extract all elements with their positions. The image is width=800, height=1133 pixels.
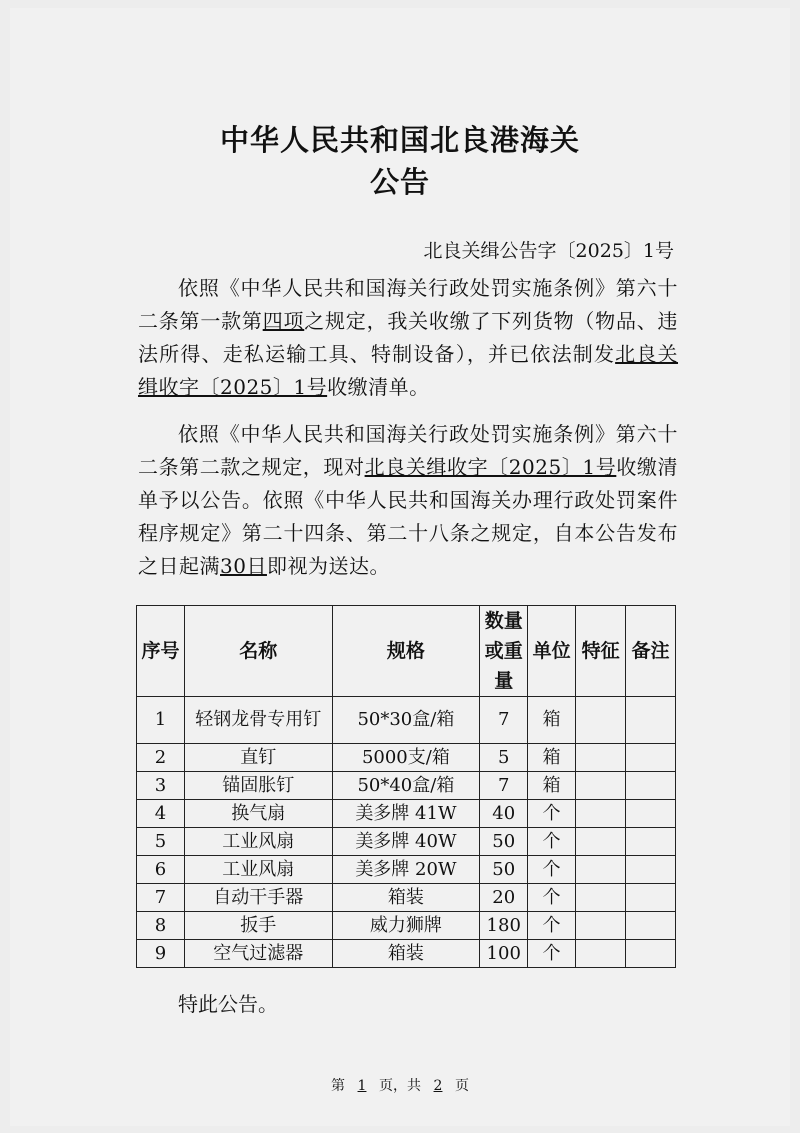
cell-spec: 箱装: [332, 884, 480, 912]
cell-index: 7: [137, 884, 185, 912]
cell-feature: [576, 800, 626, 828]
cell-name: 换气扇: [184, 800, 332, 828]
table-row: [137, 772, 676, 800]
paragraph-2-text-b: 收缴清单予以公告。依照《中华人民共和国海关办理行政处罚案件程序规定》第二十四条、第二十八条之规定，自本公告发布之日起满: [138, 455, 679, 578]
cell-unit: 个: [528, 828, 576, 856]
paragraph-1-text-a: 依照《中华人民共和国海关行政处罚实施条例》第六十二条第一款第: [138, 276, 678, 333]
cell-spec: 50*30盒/箱: [332, 697, 480, 744]
cell-unit: 个: [528, 912, 576, 940]
cell-name: 自动干手器: [184, 884, 332, 912]
cell-feature: [576, 856, 626, 884]
cell-remark: [626, 940, 676, 968]
table-row: [137, 912, 676, 940]
table-header-row: [137, 606, 676, 697]
table-row: [137, 744, 676, 772]
document-subtitle: 公告: [369, 165, 430, 199]
header-feature: 特征: [576, 606, 626, 697]
footer-total-pages: 2: [433, 1078, 443, 1094]
footer-suffix: 页: [455, 1078, 469, 1094]
footer-prefix: 第: [331, 1078, 345, 1094]
cell-index: 5: [137, 828, 185, 856]
cell-remark: [626, 800, 676, 828]
header-unit: 单位: [528, 606, 576, 697]
cell-spec: 美多牌 20W: [332, 856, 480, 884]
table-row: [137, 940, 676, 968]
paragraph-1-item: 四项: [262, 309, 305, 333]
header-quantity-line-1: 数量: [484, 610, 523, 632]
paragraph-2-text-c: 即视为送达。: [266, 554, 390, 578]
paragraph-2-receipt-number: 北良关缉收字〔2025〕1号: [364, 455, 617, 479]
cell-remark: [626, 912, 676, 940]
paragraph-2-days: 30日: [220, 554, 267, 578]
header-remark: 备注: [626, 606, 676, 697]
cell-index: 8: [137, 912, 185, 940]
cell-quantity: 50: [480, 828, 528, 856]
cell-quantity: 180: [480, 912, 528, 940]
header-quantity-line-3: 量: [494, 670, 514, 692]
cell-index: 1: [137, 697, 185, 744]
cell-spec: 箱装: [332, 940, 480, 968]
cell-remark: [626, 884, 676, 912]
table-row: [137, 800, 676, 828]
cell-remark: [626, 697, 676, 744]
page-footer: [0, 1075, 800, 1095]
cell-unit: 个: [528, 884, 576, 912]
cell-unit: 箱: [528, 744, 576, 772]
document-title: 中华人民共和国北良港海关: [219, 123, 580, 157]
cell-index: 4: [137, 800, 185, 828]
confiscated-goods-table: [136, 605, 676, 968]
cell-spec: 美多牌 41W: [332, 800, 480, 828]
closing-text: 特此公告。: [178, 992, 278, 1016]
cell-index: 2: [137, 744, 185, 772]
paragraph-1-receipt-number: 北良关缉收字〔2025〕1号: [138, 342, 679, 399]
cell-unit: 箱: [528, 697, 576, 744]
cell-unit: 箱: [528, 772, 576, 800]
cell-name: 直钉: [184, 744, 332, 772]
cell-quantity: 5: [480, 744, 528, 772]
header-quantity: [480, 606, 528, 697]
cell-name: 工业风扇: [184, 828, 332, 856]
cell-remark: [626, 772, 676, 800]
table-row: [137, 697, 676, 744]
cell-feature: [576, 697, 626, 744]
cell-quantity: 50: [480, 856, 528, 884]
paragraph-1: [138, 272, 678, 404]
cell-quantity: 7: [480, 697, 528, 744]
cell-quantity: 100: [480, 940, 528, 968]
paragraph-2-text-a: 依照《中华人民共和国海关行政处罚实施条例》第六十二条第二款之规定，现对: [138, 422, 678, 479]
table-row: [137, 828, 676, 856]
footer-mid: 页，共: [379, 1078, 421, 1094]
cell-spec: 美多牌 40W: [332, 828, 480, 856]
cell-unit: 个: [528, 856, 576, 884]
cell-name: 锚固胀钉: [184, 772, 332, 800]
cell-name: 空气过滤器: [184, 940, 332, 968]
paragraph-1-text-b: 之规定，我关收缴了下列货物（物品、违法所得、走私运输工具、特制设备），并已依法制发: [138, 309, 679, 366]
cell-index: 6: [137, 856, 185, 884]
cell-index: 3: [137, 772, 185, 800]
cell-index: 9: [137, 940, 185, 968]
cell-remark: [626, 828, 676, 856]
cell-feature: [576, 828, 626, 856]
cell-feature: [576, 744, 626, 772]
header-spec: 规格: [332, 606, 480, 697]
cell-remark: [626, 856, 676, 884]
document-number: 北良关缉公告字〔2025〕1号: [423, 240, 674, 262]
paragraph-1-text-c: 收缴清单。: [327, 375, 430, 399]
cell-feature: [576, 772, 626, 800]
footer-page-number: 1: [357, 1078, 367, 1094]
cell-spec: 5000支/箱: [332, 744, 480, 772]
cell-unit: 个: [528, 940, 576, 968]
cell-feature: [576, 884, 626, 912]
cell-name: 轻钢龙骨专用钉: [184, 697, 332, 744]
cell-name: 扳手: [184, 912, 332, 940]
header-index: 序号: [137, 606, 185, 697]
cell-feature: [576, 912, 626, 940]
cell-spec: 50*40盒/箱: [332, 772, 480, 800]
cell-quantity: 7: [480, 772, 528, 800]
table-row: [137, 856, 676, 884]
cell-spec: 威力狮牌: [332, 912, 480, 940]
table-row: [137, 884, 676, 912]
cell-unit: 个: [528, 800, 576, 828]
paragraph-2: [138, 418, 678, 583]
cell-feature: [576, 940, 626, 968]
cell-quantity: 20: [480, 884, 528, 912]
cell-quantity: 40: [480, 800, 528, 828]
header-name: 名称: [184, 606, 332, 697]
cell-remark: [626, 744, 676, 772]
header-quantity-line-2: 或重: [484, 640, 523, 662]
cell-name: 工业风扇: [184, 856, 332, 884]
